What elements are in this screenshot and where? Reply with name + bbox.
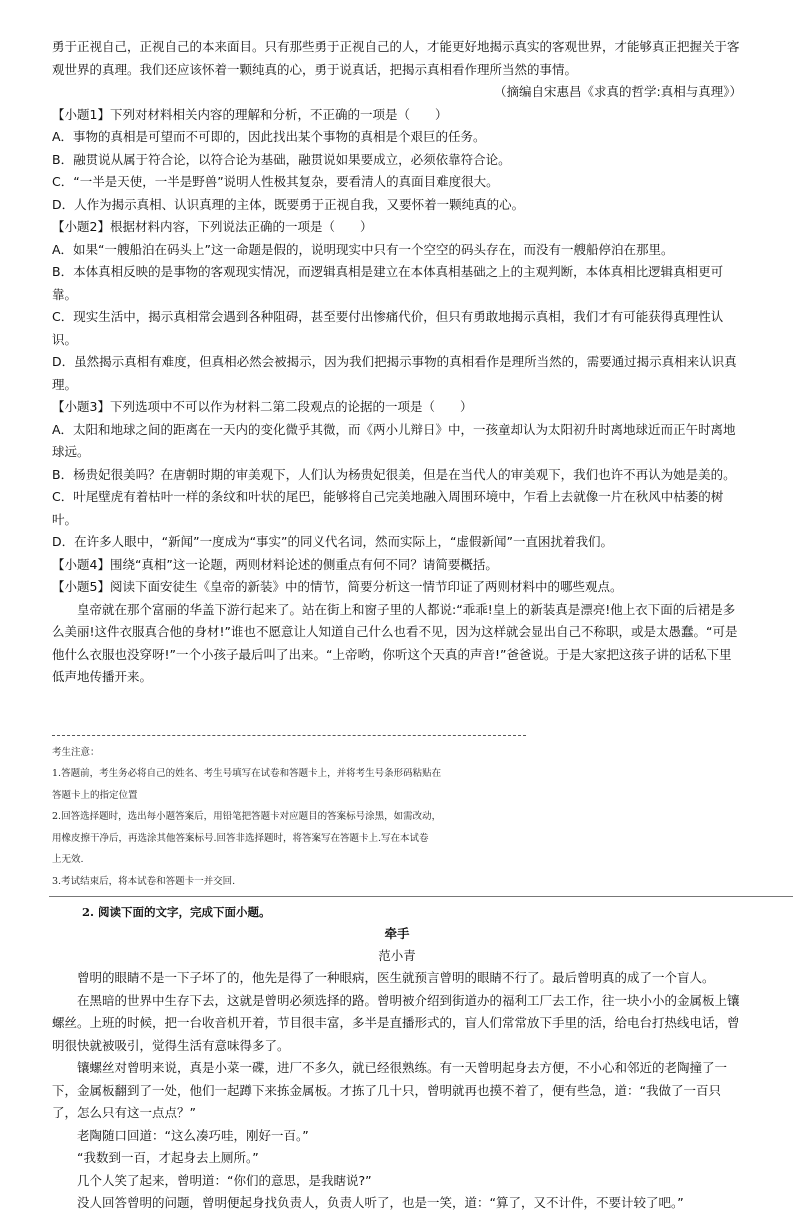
q1-option-d: D．人作为揭示真相、认识真理的主体，既要勇于正视自我，又要怀着一颗纯真的心。 <box>52 196 525 212</box>
question-5: 【小题5】阅读下面安徒生《皇帝的新装》中的情节，简要分析这一情节印证了两则材料中的哪些观点。 <box>52 579 623 594</box>
exam-notice <box>52 742 742 893</box>
q5-passage: 皇帝就在那个富丽的华盖下游行起来了。站在街上和窗子里的人都说:“乖乖!皇上的新装真是漂亮!他上衣下面的后裙是多么美丽!这件衣服真合他的身材!”谁也不愿意让人知道自己什么也看不见，因为这样就会显出自己不称职，或是太愚蠢。“可是他什么衣服也没穿呀!”一个小孩子最后叫了出来。“上帝哟，你听这个天真的声音!”爸爸说。于是大家把这孩子讲的话私下里低声地传播开来。 <box>52 601 738 684</box>
notice-line: 上无效. <box>52 854 84 865</box>
story-paragraph: 镶螺丝对曾明来说，真是小菜一碟，进厂不多久，就已经很熟练。有一天曾明起身去方便，不小心和邻近的老陶撞了一下，金属板翻到了一处，他们一起蹲下来拣金属板。才拣了几十只，曾明就再也摸不着了，便有些急，道：“我做了一百只了，怎么只有这一点点？” <box>52 1060 728 1120</box>
story-paragraph: 在黑暗的世界中生存下去，这就是曾明必须选择的路。曾明被介绍到街道办的福利工厂去工作，往一块小小的金属板上镶螺丝。上班的时候，把一台收音机开着，节目很丰富，多半是直播形式的，盲人们常常放下手里的活，给电台打热线电话，曾明很快就被吸引，觉得生活有意味得多了。 <box>52 992 740 1053</box>
story-author: 范小青 <box>378 948 416 963</box>
question-3-stem: 【小题3】下列选项中不可以作为材料二第二段观点的论据的一项是（ ） <box>52 399 473 414</box>
notice-line: 答题卡上的指定位置 <box>52 789 138 801</box>
q1-option-a: A．事物的真相是可望而不可即的，因此找出某个事物的真相是个艰巨的任务。 <box>52 129 486 144</box>
dashed-divider <box>52 735 526 736</box>
notice-line: 考生注意： <box>52 746 100 758</box>
notice-line: 3.考试结束后，将本试卷和答题卡一并交回. <box>52 875 236 887</box>
story-paragraph: 没人回答曾明的问题，曾明便起身找负责人，负责人听了，也是一笑，道：“算了，又不计件，不要计较了吧。” <box>77 1195 684 1210</box>
q3-option-c: C．叶尾壁虎有着枯叶一样的条纹和叶状的尾巴，能够将自己完美地融入周围环境中，乍看上去就像一片在秋风中枯萎的树叶。 <box>52 489 724 527</box>
q3-option-a: A．太阳和地球之间的距离在一天内的变化微乎其微，而《两小儿辩日》中，一孩童却认为太阳初升时离地球近而正午时离地球远。 <box>52 421 736 459</box>
story-title: 牵手 <box>384 926 410 941</box>
question-1-stem: 【小题1】下列对材料相关内容的理解和分析，不正确的一项是（ ） <box>52 106 448 122</box>
q3-option-d: D．在许多人眼中，“新闻”一度成为“事实”的同义代名词，然而实际上，“虚假新闻”一直困扰着我们。 <box>52 534 613 549</box>
section-2-heading: 2. 阅读下面的文字，完成下面小题。 <box>82 905 271 919</box>
q2-option-b: B．本体真相反映的是事物的客观现实情况，而逻辑真相是建立在本体真相基础之上的主观判断，本体真相比逻辑真相更可靠。 <box>52 264 724 302</box>
q1-option-c: C．“一半是天使，一半是野兽”说明人性极其复杂，要看清人的真面目难度很大。 <box>52 174 499 189</box>
q2-option-d: D．虽然揭示真相有难度，但真相必然会被揭示，因为我们把揭示事物的真相看作是理所当然的，需要通过揭示真相来认识真理。 <box>52 354 737 392</box>
story-paragraph: 几个人笑了起来，曾明道：“你们的意思，是我瞎说?” <box>77 1172 372 1188</box>
notice-line: 用橡皮擦干净后，再选涂其他答案标号.回答非选择题时，将答案写在答题卡上.写在本试卷 <box>52 832 429 844</box>
notice-line: 1.答题前，考生务必将自己的姓名、考生号填写在试卷和答题卡上，并将考生号条形码粘贴在 <box>52 768 442 779</box>
q2-option-a: A．如果“一艘船泊在码头上”这一命题是假的，说明现实中只有一个空空的码头存在，而没有一艘船停泊在那里。 <box>52 241 674 257</box>
story-paragraph: 曾明的眼睛不是一下子坏了的，他先是得了一种眼病，医生就预言曾明的眼睛不行了。最后曾明真的成了一个盲人。 <box>77 970 715 985</box>
story-paragraph: “我数到一百，才起身去上厕所。” <box>77 1150 259 1165</box>
story-paragraph: 老陶随口回道：“这么凑巧哇，刚好一百。” <box>77 1127 309 1143</box>
q3-option-b: B．杨贵妃很美吗？在唐朝时期的审美观下，人们认为杨贵妃很美，但是在当代人的审美观下，我们也许不再认为她是美的。 <box>52 466 736 482</box>
q1-option-b: B．融贯说从属于符合论，以符合论为基础，融贯说如果要成立，必须依靠符合论。 <box>52 151 511 167</box>
notice-line: 2.回答选择题时，选出每小题答案后，用铅笔把答题卡对应题目的答案标号涂黑，如需改动， <box>52 811 442 822</box>
question-4: 【小题4】围绕“真相”这一论题，两则材料论述的侧重点有何不同？请简要概括。 <box>52 556 498 572</box>
material-paragraph: 勇于正视自己，正视自己的本来面目。只有那些勇于正视自己的人，才能更好地揭示真实的客观世界，才能够真正把握关于客观世界的真理。我们还应该怀着一颗纯真的心，勇于说真话，把揭示真相看作理所当然的事情。 <box>52 39 740 77</box>
solid-divider <box>49 896 793 897</box>
question-2-stem: 【小题2】根据材料内容，下列说法正确的一项是（ ） <box>52 219 373 234</box>
q2-option-c: C．现实生活中，揭示真相常会遇到各种阻碍，甚至要付出惨痛代价，但只有勇敢地揭示真相，我们才有可能获得真理性认识。 <box>52 309 724 347</box>
document-page <box>52 36 742 1215</box>
source-citation: （摘编自宋惠昌《求真的哲学:真相与真理》） <box>494 84 742 99</box>
